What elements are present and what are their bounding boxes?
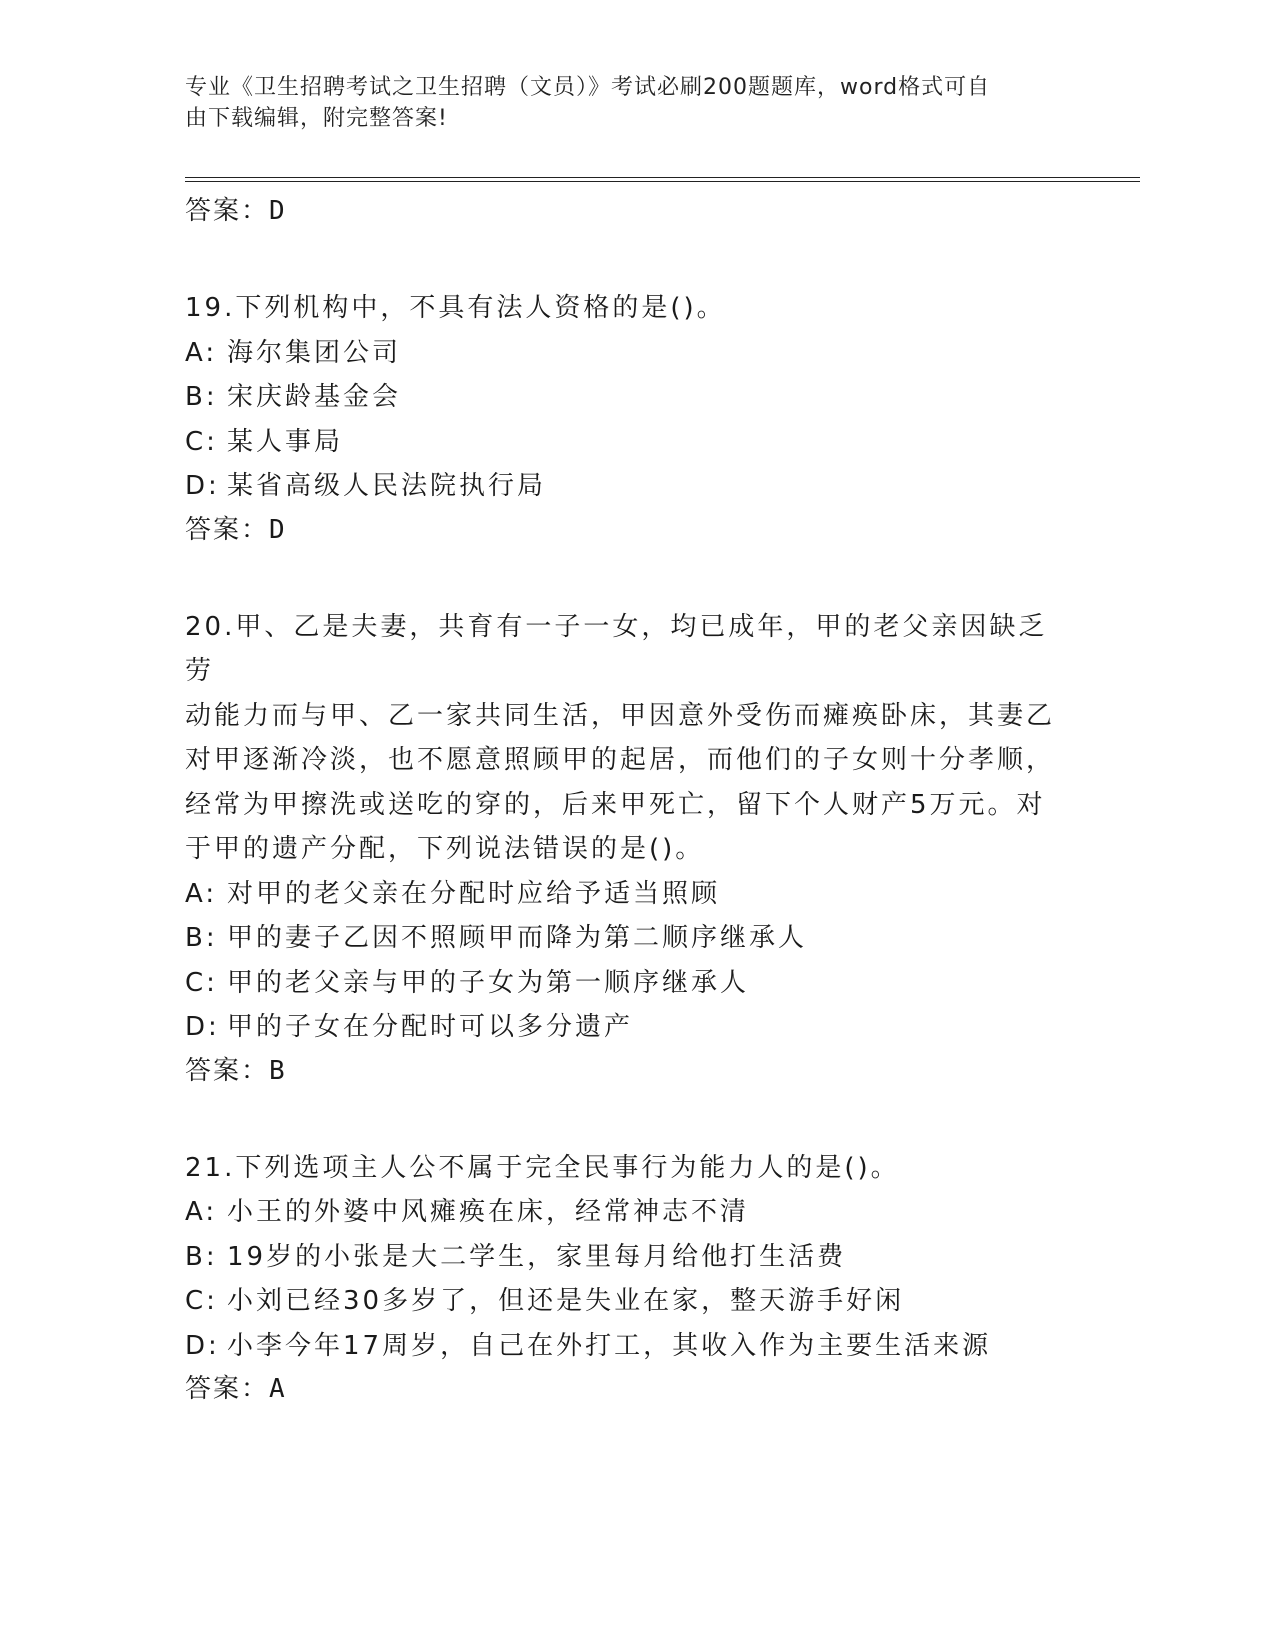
answer-line (185, 1050, 1085, 1092)
answer-value: B (269, 1055, 289, 1086)
option-b (185, 1235, 1085, 1280)
option-d (185, 1324, 1085, 1369)
option-letter: D: (185, 1330, 220, 1361)
answer-label: 答案： (185, 1374, 270, 1404)
question-20 (185, 605, 1085, 1092)
option-c (185, 961, 1085, 1006)
header-rule-bottom (185, 181, 1140, 182)
option-letter: C: (185, 1286, 218, 1316)
question-21 (185, 1146, 1085, 1411)
answer-label: 答案： (185, 514, 270, 545)
option-text: 甲的老父亲与甲的子女为第一顺序继承人 (227, 967, 750, 998)
page-header (185, 72, 1055, 134)
answer-value: D (269, 196, 289, 226)
question-text-line: 经常为甲擦洗或送吃的穿的，后来甲死亡，留下个人财产5万元。对 (185, 789, 1046, 820)
option-text: 小刘已经30多岁了，但还是失业在家，整天游手好闲 (227, 1286, 905, 1316)
question-gap (185, 551, 1085, 605)
answer-line (185, 1368, 1085, 1410)
option-d (185, 1005, 1085, 1050)
option-letter: A: (185, 1197, 218, 1227)
question-19 (185, 286, 1085, 551)
answer-line (185, 509, 1085, 551)
answer-label: 答案： (185, 1055, 270, 1086)
question-text-line: 动能力而与甲、乙一家共同生活，甲因意外受伤而瘫痪卧床，其妻乙 (185, 700, 1056, 731)
option-b (185, 916, 1085, 961)
header-rule-top (185, 177, 1140, 178)
question-text: 21.下列选项主人公不属于完全民事行为能力人的是()。 (185, 1152, 900, 1183)
option-letter: A: (185, 337, 218, 368)
option-text: 某省高级人民法院执行局 (227, 471, 547, 501)
option-a (185, 331, 1085, 376)
option-a (185, 872, 1085, 917)
header-line-2: 由下载编辑，附完整答案! (185, 106, 448, 131)
question-text-line: 对甲逐渐冷淡，也不愿意照顾甲的起居，而他们的子女则十分孝顺， (185, 745, 1056, 775)
header-line-1: 专业《卫生招聘考试之卫生招聘（文员）》考试必刷200题题库，word格式可自 (185, 75, 991, 100)
answer-value: D (269, 514, 289, 545)
option-b (185, 375, 1085, 420)
option-text: 宋庆龄基金会 (227, 382, 402, 412)
option-letter: B: (185, 382, 218, 412)
document-body (185, 190, 1085, 1410)
answer-line (185, 190, 1085, 232)
question-text-line: 20.甲、乙是夫妻，共育有一子一女，均已成年，甲的老父亲因缺乏劳 (185, 611, 1048, 686)
option-text: 小李今年17周岁，自己在外打工，其收入作为主要生活来源 (227, 1330, 992, 1361)
option-letter: C: (185, 967, 218, 998)
option-text: 小王的外婆中风瘫痪在床，经常神志不清 (227, 1197, 750, 1227)
answer-label: 答案： (185, 196, 270, 226)
option-letter: C: (185, 426, 218, 457)
option-letter: B: (185, 1241, 218, 1272)
option-letter: D: (185, 1012, 220, 1042)
option-text: 甲的妻子乙因不照顾甲而降为第二顺序继承人 (227, 923, 808, 953)
option-letter: B: (185, 923, 218, 953)
option-letter: D: (185, 471, 220, 501)
option-letter: A: (185, 878, 218, 909)
question-text: 19.下列机构中，不具有法人资格的是()。 (185, 293, 726, 323)
option-a (185, 1190, 1085, 1235)
question-text-line: 于甲的遗产分配，下列说法错误的是()。 (185, 834, 705, 864)
question-gap (185, 232, 1085, 286)
option-d (185, 464, 1085, 509)
option-text: 对甲的老父亲在分配时应给予适当照顾 (227, 878, 721, 909)
option-text: 19岁的小张是大二学生，家里每月给他打生活费 (227, 1241, 847, 1272)
question-text (185, 605, 1065, 872)
answer-value: A (269, 1374, 289, 1404)
option-c (185, 420, 1085, 465)
option-text: 甲的子女在分配时可以多分遗产 (227, 1012, 634, 1042)
question-gap (185, 1092, 1085, 1146)
option-text: 某人事局 (227, 426, 344, 457)
option-c (185, 1279, 1085, 1324)
option-text: 海尔集团公司 (227, 337, 402, 368)
